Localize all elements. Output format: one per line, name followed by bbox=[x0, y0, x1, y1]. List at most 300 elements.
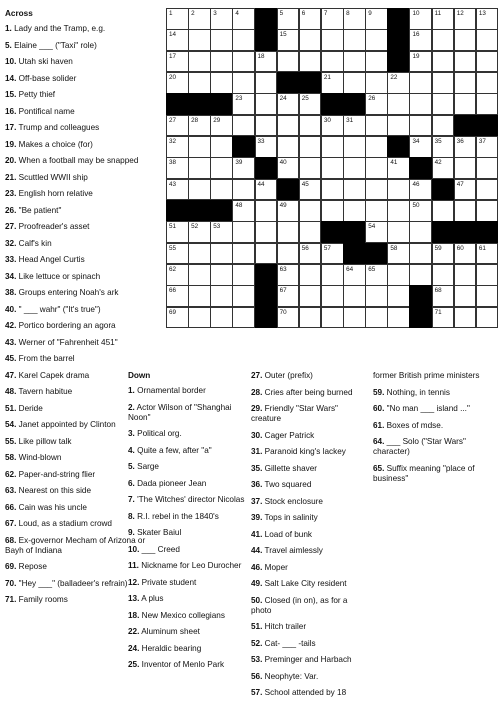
grid-cell[interactable] bbox=[387, 243, 410, 265]
grid-cell[interactable] bbox=[255, 72, 278, 94]
grid-cell[interactable] bbox=[299, 200, 322, 222]
clue-item bbox=[251, 464, 369, 474]
grid-cell[interactable] bbox=[409, 221, 432, 243]
grid-cell[interactable] bbox=[188, 285, 211, 307]
clue-number: 49. bbox=[251, 579, 263, 589]
grid-cell[interactable] bbox=[232, 243, 255, 265]
grid-cell[interactable] bbox=[321, 29, 344, 51]
grid-cell[interactable] bbox=[409, 51, 432, 73]
grid-cell[interactable] bbox=[277, 285, 300, 307]
clue-number: 41. bbox=[251, 529, 263, 539]
grid-cell[interactable] bbox=[321, 115, 344, 137]
clue-number: 21. bbox=[5, 172, 17, 182]
grid-cell[interactable] bbox=[166, 179, 189, 201]
clue-text: Nickname for Leo Durocher bbox=[138, 561, 242, 571]
grid-cell[interactable] bbox=[365, 29, 388, 51]
clue-item bbox=[128, 462, 246, 472]
grid-cell[interactable] bbox=[299, 264, 322, 286]
clue-item bbox=[128, 403, 246, 423]
grid-cell[interactable] bbox=[255, 115, 278, 137]
clue-item bbox=[5, 321, 163, 331]
grid-cell[interactable] bbox=[387, 179, 410, 201]
grid-cell[interactable] bbox=[409, 29, 432, 51]
grid-cell[interactable] bbox=[232, 72, 255, 94]
grid-cell[interactable] bbox=[188, 179, 211, 201]
grid-block bbox=[299, 72, 322, 94]
grid-cell[interactable] bbox=[454, 285, 477, 307]
across-heading: Across bbox=[5, 9, 33, 18]
cell-number: 62 bbox=[169, 266, 177, 273]
clue-number: 7. bbox=[128, 495, 135, 505]
grid-cell[interactable] bbox=[321, 307, 344, 329]
grid-cell[interactable] bbox=[454, 179, 477, 201]
grid-cell[interactable] bbox=[432, 307, 455, 329]
clue-item bbox=[5, 173, 163, 183]
grid-cell[interactable] bbox=[232, 157, 255, 179]
grid-cell[interactable] bbox=[277, 93, 300, 115]
grid-cell[interactable] bbox=[387, 264, 410, 286]
clue-text: Nothing, in tennis bbox=[384, 387, 450, 397]
grid-cell[interactable] bbox=[188, 8, 211, 30]
cell-number: 63 bbox=[279, 266, 287, 273]
grid-block bbox=[255, 307, 278, 329]
clue-text: From the barrel bbox=[16, 354, 75, 363]
grid-cell[interactable] bbox=[365, 115, 388, 137]
grid-cell[interactable] bbox=[166, 29, 189, 51]
grid-cell[interactable] bbox=[387, 200, 410, 222]
grid-cell[interactable] bbox=[277, 8, 300, 30]
grid-cell[interactable] bbox=[188, 72, 211, 94]
grid-cell[interactable] bbox=[409, 264, 432, 286]
grid-cell[interactable] bbox=[365, 8, 388, 30]
grid-cell[interactable] bbox=[476, 136, 499, 158]
clue-number: 44. bbox=[251, 546, 263, 556]
grid-cell[interactable] bbox=[166, 221, 189, 243]
grid-block bbox=[432, 179, 455, 201]
grid-cell[interactable] bbox=[188, 136, 211, 158]
grid-cell[interactable] bbox=[210, 285, 233, 307]
grid-cell[interactable] bbox=[432, 243, 455, 265]
clue-text: Cries after being burned bbox=[262, 387, 353, 397]
grid-cell[interactable] bbox=[365, 285, 388, 307]
grid-cell[interactable] bbox=[232, 221, 255, 243]
grid-cell[interactable] bbox=[277, 243, 300, 265]
cell-number: 6 bbox=[301, 10, 306, 17]
cell-number: 33 bbox=[257, 138, 265, 145]
grid-cell[interactable] bbox=[210, 8, 233, 30]
grid-cell[interactable] bbox=[321, 8, 344, 30]
grid-cell[interactable] bbox=[476, 243, 499, 265]
grid-cell[interactable] bbox=[166, 285, 189, 307]
cell-number: 42 bbox=[434, 159, 442, 167]
grid-cell[interactable] bbox=[277, 307, 300, 329]
grid-cell[interactable] bbox=[454, 8, 477, 30]
grid-block bbox=[387, 29, 410, 51]
clue-text: Moper bbox=[262, 562, 288, 572]
grid-cell[interactable] bbox=[277, 221, 300, 243]
grid-cell[interactable] bbox=[188, 264, 211, 286]
grid-cell[interactable] bbox=[166, 115, 189, 137]
clue-item bbox=[251, 388, 369, 398]
grid-cell[interactable] bbox=[299, 157, 322, 179]
clue-number: 48. bbox=[5, 387, 17, 396]
down-clues-column-2 bbox=[251, 371, 369, 705]
grid-cell[interactable] bbox=[321, 157, 344, 179]
grid-cell[interactable] bbox=[210, 179, 233, 201]
grid-cell[interactable] bbox=[343, 307, 366, 329]
grid-cell[interactable] bbox=[432, 157, 455, 179]
clue-text: Proofreader's asset bbox=[16, 222, 90, 231]
clue-number: 5. bbox=[5, 40, 12, 50]
clue-number: 55. bbox=[5, 436, 17, 446]
clue-text: When a football may be snapped bbox=[16, 156, 139, 165]
grid-cell[interactable] bbox=[476, 29, 499, 51]
grid-cell[interactable] bbox=[277, 29, 300, 51]
grid-cell[interactable] bbox=[255, 93, 278, 115]
cell-number: 13 bbox=[478, 10, 486, 17]
grid-cell[interactable] bbox=[277, 200, 300, 222]
cell-number: 26 bbox=[368, 95, 376, 103]
grid-cell[interactable] bbox=[321, 243, 344, 265]
clue-text: Off-base solider bbox=[16, 73, 77, 83]
grid-cell[interactable] bbox=[343, 179, 366, 201]
grid-cell[interactable] bbox=[232, 93, 255, 115]
clue-item bbox=[128, 528, 246, 538]
grid-cell[interactable] bbox=[476, 307, 499, 329]
grid-cell[interactable] bbox=[321, 179, 344, 201]
clue-item bbox=[128, 479, 246, 489]
grid-block bbox=[321, 221, 344, 243]
grid-cell[interactable] bbox=[409, 115, 432, 137]
clue-item bbox=[373, 464, 497, 484]
cell-number: 25 bbox=[301, 95, 309, 103]
grid-block bbox=[409, 285, 432, 307]
grid-cell[interactable] bbox=[432, 136, 455, 158]
grid-cell[interactable] bbox=[476, 200, 499, 222]
grid-cell[interactable] bbox=[166, 72, 189, 94]
grid-cell[interactable] bbox=[321, 200, 344, 222]
clue-text: Salt Lake City resident bbox=[262, 579, 347, 589]
grid-cell[interactable] bbox=[387, 157, 410, 179]
grid-cell[interactable] bbox=[210, 307, 233, 329]
grid-cell[interactable] bbox=[210, 264, 233, 286]
grid-cell[interactable] bbox=[255, 243, 278, 265]
grid-cell[interactable] bbox=[476, 179, 499, 201]
clue-number: 18. bbox=[128, 610, 140, 620]
cell-number: 51 bbox=[169, 223, 177, 231]
grid-cell[interactable] bbox=[343, 200, 366, 222]
clue-number: 4. bbox=[128, 445, 135, 455]
clue-number: 3. bbox=[128, 429, 135, 439]
grid-cell[interactable] bbox=[321, 51, 344, 73]
clue-number: 19. bbox=[5, 139, 17, 149]
grid-cell[interactable] bbox=[343, 157, 366, 179]
grid-cell[interactable] bbox=[255, 51, 278, 73]
grid-cell[interactable] bbox=[232, 8, 255, 30]
grid-cell[interactable] bbox=[409, 179, 432, 201]
grid-cell[interactable] bbox=[210, 221, 233, 243]
grid-block bbox=[365, 243, 388, 265]
cell-number: 8 bbox=[346, 10, 350, 17]
grid-cell[interactable] bbox=[343, 8, 366, 30]
grid-cell[interactable] bbox=[432, 93, 455, 115]
grid-cell[interactable] bbox=[277, 136, 300, 158]
grid-cell[interactable] bbox=[365, 72, 388, 94]
grid-cell[interactable] bbox=[476, 93, 499, 115]
clue-text: R.I. rebel in the 1840's bbox=[134, 511, 219, 521]
grid-cell[interactable] bbox=[210, 29, 233, 51]
grid-cell[interactable] bbox=[210, 243, 233, 265]
grid-cell[interactable] bbox=[432, 51, 455, 73]
grid-cell[interactable] bbox=[166, 157, 189, 179]
clue-item bbox=[251, 563, 369, 573]
cell-number: 71 bbox=[434, 308, 442, 316]
grid-cell[interactable] bbox=[166, 243, 189, 265]
clue-number: 50. bbox=[251, 595, 263, 605]
clue-text: Head Angel Curtis bbox=[16, 255, 85, 264]
grid-cell[interactable] bbox=[365, 157, 388, 179]
grid-block bbox=[432, 221, 455, 243]
grid-cell[interactable] bbox=[277, 157, 300, 179]
grid-cell[interactable] bbox=[166, 51, 189, 73]
grid-cell[interactable] bbox=[365, 136, 388, 158]
grid-cell[interactable] bbox=[387, 221, 410, 243]
grid-cell[interactable] bbox=[454, 200, 477, 222]
grid-cell[interactable] bbox=[277, 264, 300, 286]
grid-cell[interactable] bbox=[343, 115, 366, 137]
grid-cell[interactable] bbox=[188, 243, 211, 265]
cell-number: 7 bbox=[323, 10, 328, 17]
clue-text: Suffix meaning "place of business" bbox=[373, 463, 475, 483]
clue-text: ___ Creed bbox=[139, 544, 180, 554]
grid-cell[interactable] bbox=[299, 115, 322, 137]
clue-number: 30. bbox=[251, 430, 263, 440]
grid-cell[interactable] bbox=[343, 285, 366, 307]
grid-cell[interactable] bbox=[299, 29, 322, 51]
clue-item bbox=[128, 660, 246, 670]
clue-item bbox=[5, 156, 163, 166]
clue-text: Travel aimlessly bbox=[262, 546, 323, 556]
grid-cell[interactable] bbox=[299, 285, 322, 307]
cell-number: 37 bbox=[478, 138, 486, 145]
grid-cell[interactable] bbox=[277, 51, 300, 73]
grid-cell[interactable] bbox=[299, 51, 322, 73]
grid-cell[interactable] bbox=[409, 200, 432, 222]
grid-cell[interactable] bbox=[321, 285, 344, 307]
grid-cell[interactable] bbox=[432, 264, 455, 286]
clue-number: 58. bbox=[5, 453, 17, 462]
clue-text: Load of bunk bbox=[262, 529, 313, 539]
grid-cell[interactable] bbox=[255, 179, 278, 201]
grid-cell[interactable] bbox=[432, 285, 455, 307]
grid-cell[interactable] bbox=[232, 179, 255, 201]
cell-number: 58 bbox=[390, 244, 398, 252]
grid-cell[interactable] bbox=[476, 8, 499, 30]
clue-text: ___ Solo ("Star Wars" character) bbox=[373, 437, 466, 457]
grid-cell[interactable] bbox=[387, 93, 410, 115]
grid-cell[interactable] bbox=[365, 179, 388, 201]
grid-block bbox=[343, 93, 366, 115]
clue-number: 51. bbox=[5, 403, 17, 413]
grid-cell[interactable] bbox=[409, 8, 432, 30]
grid-cell[interactable] bbox=[454, 264, 477, 286]
grid-cell[interactable] bbox=[409, 243, 432, 265]
grid-cell[interactable] bbox=[232, 200, 255, 222]
grid-cell[interactable] bbox=[387, 285, 410, 307]
clue-number: 53. bbox=[251, 655, 263, 665]
grid-cell[interactable] bbox=[166, 136, 189, 158]
grid-cell[interactable] bbox=[454, 136, 477, 158]
grid-cell[interactable] bbox=[432, 29, 455, 51]
cell-number: 48 bbox=[235, 202, 243, 209]
grid-cell[interactable] bbox=[432, 72, 455, 94]
grid-cell[interactable] bbox=[255, 136, 278, 158]
grid-cell[interactable] bbox=[299, 243, 322, 265]
grid-cell[interactable] bbox=[321, 264, 344, 286]
grid-cell[interactable] bbox=[365, 51, 388, 73]
grid-cell[interactable] bbox=[232, 264, 255, 286]
grid-cell[interactable] bbox=[343, 29, 366, 51]
grid-cell[interactable] bbox=[387, 115, 410, 137]
cell-number: 28 bbox=[191, 116, 199, 124]
grid-cell[interactable] bbox=[476, 157, 499, 179]
cell-number: 47 bbox=[456, 180, 464, 188]
grid-cell[interactable] bbox=[432, 115, 455, 137]
grid-cell[interactable] bbox=[210, 115, 233, 137]
grid-cell[interactable] bbox=[166, 8, 189, 30]
grid-cell[interactable] bbox=[210, 72, 233, 94]
grid-cell[interactable] bbox=[210, 157, 233, 179]
clue-number: 34. bbox=[5, 271, 17, 281]
crossword-grid bbox=[166, 8, 498, 328]
clue-number: 68. bbox=[5, 535, 17, 545]
down-clues-column-3 bbox=[373, 371, 497, 490]
grid-cell[interactable] bbox=[343, 51, 366, 73]
grid-cell[interactable] bbox=[232, 29, 255, 51]
grid-cell[interactable] bbox=[188, 115, 211, 137]
cell-number: 35 bbox=[434, 138, 442, 145]
grid-cell[interactable] bbox=[476, 72, 499, 94]
grid-cell[interactable] bbox=[321, 136, 344, 158]
cell-number: 9 bbox=[368, 10, 372, 17]
grid-cell[interactable] bbox=[188, 29, 211, 51]
grid-cell[interactable] bbox=[343, 72, 366, 94]
clue-item bbox=[128, 627, 246, 637]
clue-number: 70. bbox=[5, 578, 17, 588]
clue-text: Stock enclosure bbox=[262, 496, 323, 506]
clue-text: Heraldic bearing bbox=[139, 643, 202, 653]
grid-cell[interactable] bbox=[166, 307, 189, 329]
grid-cell[interactable] bbox=[255, 200, 278, 222]
grid-cell[interactable] bbox=[365, 221, 388, 243]
cell-number: 5 bbox=[279, 10, 284, 17]
clue-item bbox=[251, 497, 369, 507]
cell-number: 19 bbox=[412, 52, 420, 60]
grid-cell[interactable] bbox=[188, 221, 211, 243]
cell-number: 41 bbox=[390, 159, 398, 167]
clue-number: 39. bbox=[251, 513, 263, 523]
grid-cell[interactable] bbox=[343, 136, 366, 158]
grid-cell[interactable] bbox=[232, 307, 255, 329]
grid-cell[interactable] bbox=[299, 93, 322, 115]
grid-block bbox=[343, 221, 366, 243]
clue-text: Inventor of Menlo Park bbox=[139, 660, 225, 670]
clue-text: Like lettuce or spinach bbox=[16, 271, 101, 281]
grid-cell[interactable] bbox=[343, 264, 366, 286]
grid-cell[interactable] bbox=[255, 221, 278, 243]
grid-cell[interactable] bbox=[454, 72, 477, 94]
grid-cell[interactable] bbox=[476, 264, 499, 286]
clue-number: 51. bbox=[251, 622, 263, 632]
grid-cell[interactable] bbox=[188, 157, 211, 179]
grid-cell[interactable] bbox=[454, 243, 477, 265]
grid-cell[interactable] bbox=[387, 72, 410, 94]
grid-cell[interactable] bbox=[409, 136, 432, 158]
clue-number: 29. bbox=[251, 404, 263, 413]
clue-text: Aluminum sheet bbox=[139, 627, 200, 637]
grid-cell[interactable] bbox=[476, 285, 499, 307]
cell-number: 68 bbox=[434, 287, 442, 295]
grid-cell[interactable] bbox=[232, 285, 255, 307]
grid-cell[interactable] bbox=[454, 93, 477, 115]
grid-cell[interactable] bbox=[166, 264, 189, 286]
cell-number: 67 bbox=[279, 287, 287, 295]
clue-item bbox=[128, 594, 246, 604]
grid-cell[interactable] bbox=[321, 72, 344, 94]
grid-cell[interactable] bbox=[210, 136, 233, 158]
grid-cell[interactable] bbox=[232, 51, 255, 73]
grid-cell[interactable] bbox=[476, 51, 499, 73]
clue-text: Lady and the Tramp, e.g. bbox=[11, 24, 106, 33]
grid-cell[interactable] bbox=[232, 115, 255, 137]
grid-cell[interactable] bbox=[454, 51, 477, 73]
grid-cell[interactable] bbox=[365, 307, 388, 329]
clue-text: Two squared bbox=[262, 480, 312, 490]
grid-cell[interactable] bbox=[365, 93, 388, 115]
grid-cell[interactable] bbox=[299, 8, 322, 30]
grid-cell[interactable] bbox=[188, 51, 211, 73]
grid-block bbox=[454, 221, 477, 243]
grid-cell[interactable] bbox=[409, 93, 432, 115]
grid-cell[interactable] bbox=[387, 307, 410, 329]
grid-cell[interactable] bbox=[299, 136, 322, 158]
cell-number: 39 bbox=[235, 159, 243, 167]
clue-number: 56. bbox=[251, 671, 263, 681]
clue-number: 14. bbox=[5, 73, 17, 83]
grid-cell[interactable] bbox=[454, 29, 477, 51]
clue-item bbox=[128, 446, 246, 456]
clue-item bbox=[373, 404, 497, 414]
grid-cell[interactable] bbox=[188, 307, 211, 329]
grid-cell[interactable] bbox=[432, 200, 455, 222]
grid-cell[interactable] bbox=[454, 157, 477, 179]
grid-cell[interactable] bbox=[210, 51, 233, 73]
grid-cell[interactable] bbox=[365, 200, 388, 222]
clue-number: 27. bbox=[251, 371, 263, 380]
grid-cell[interactable] bbox=[299, 307, 322, 329]
grid-block bbox=[166, 200, 189, 222]
clue-item bbox=[128, 611, 246, 621]
grid-cell[interactable] bbox=[432, 8, 455, 30]
grid-cell[interactable] bbox=[454, 307, 477, 329]
cell-number: 2 bbox=[191, 10, 195, 17]
clue-number: 43. bbox=[5, 337, 17, 347]
grid-cell[interactable] bbox=[365, 264, 388, 286]
grid-cell[interactable] bbox=[277, 115, 300, 137]
grid-cell[interactable] bbox=[409, 72, 432, 94]
grid-cell[interactable] bbox=[299, 221, 322, 243]
grid-cell[interactable] bbox=[299, 179, 322, 201]
